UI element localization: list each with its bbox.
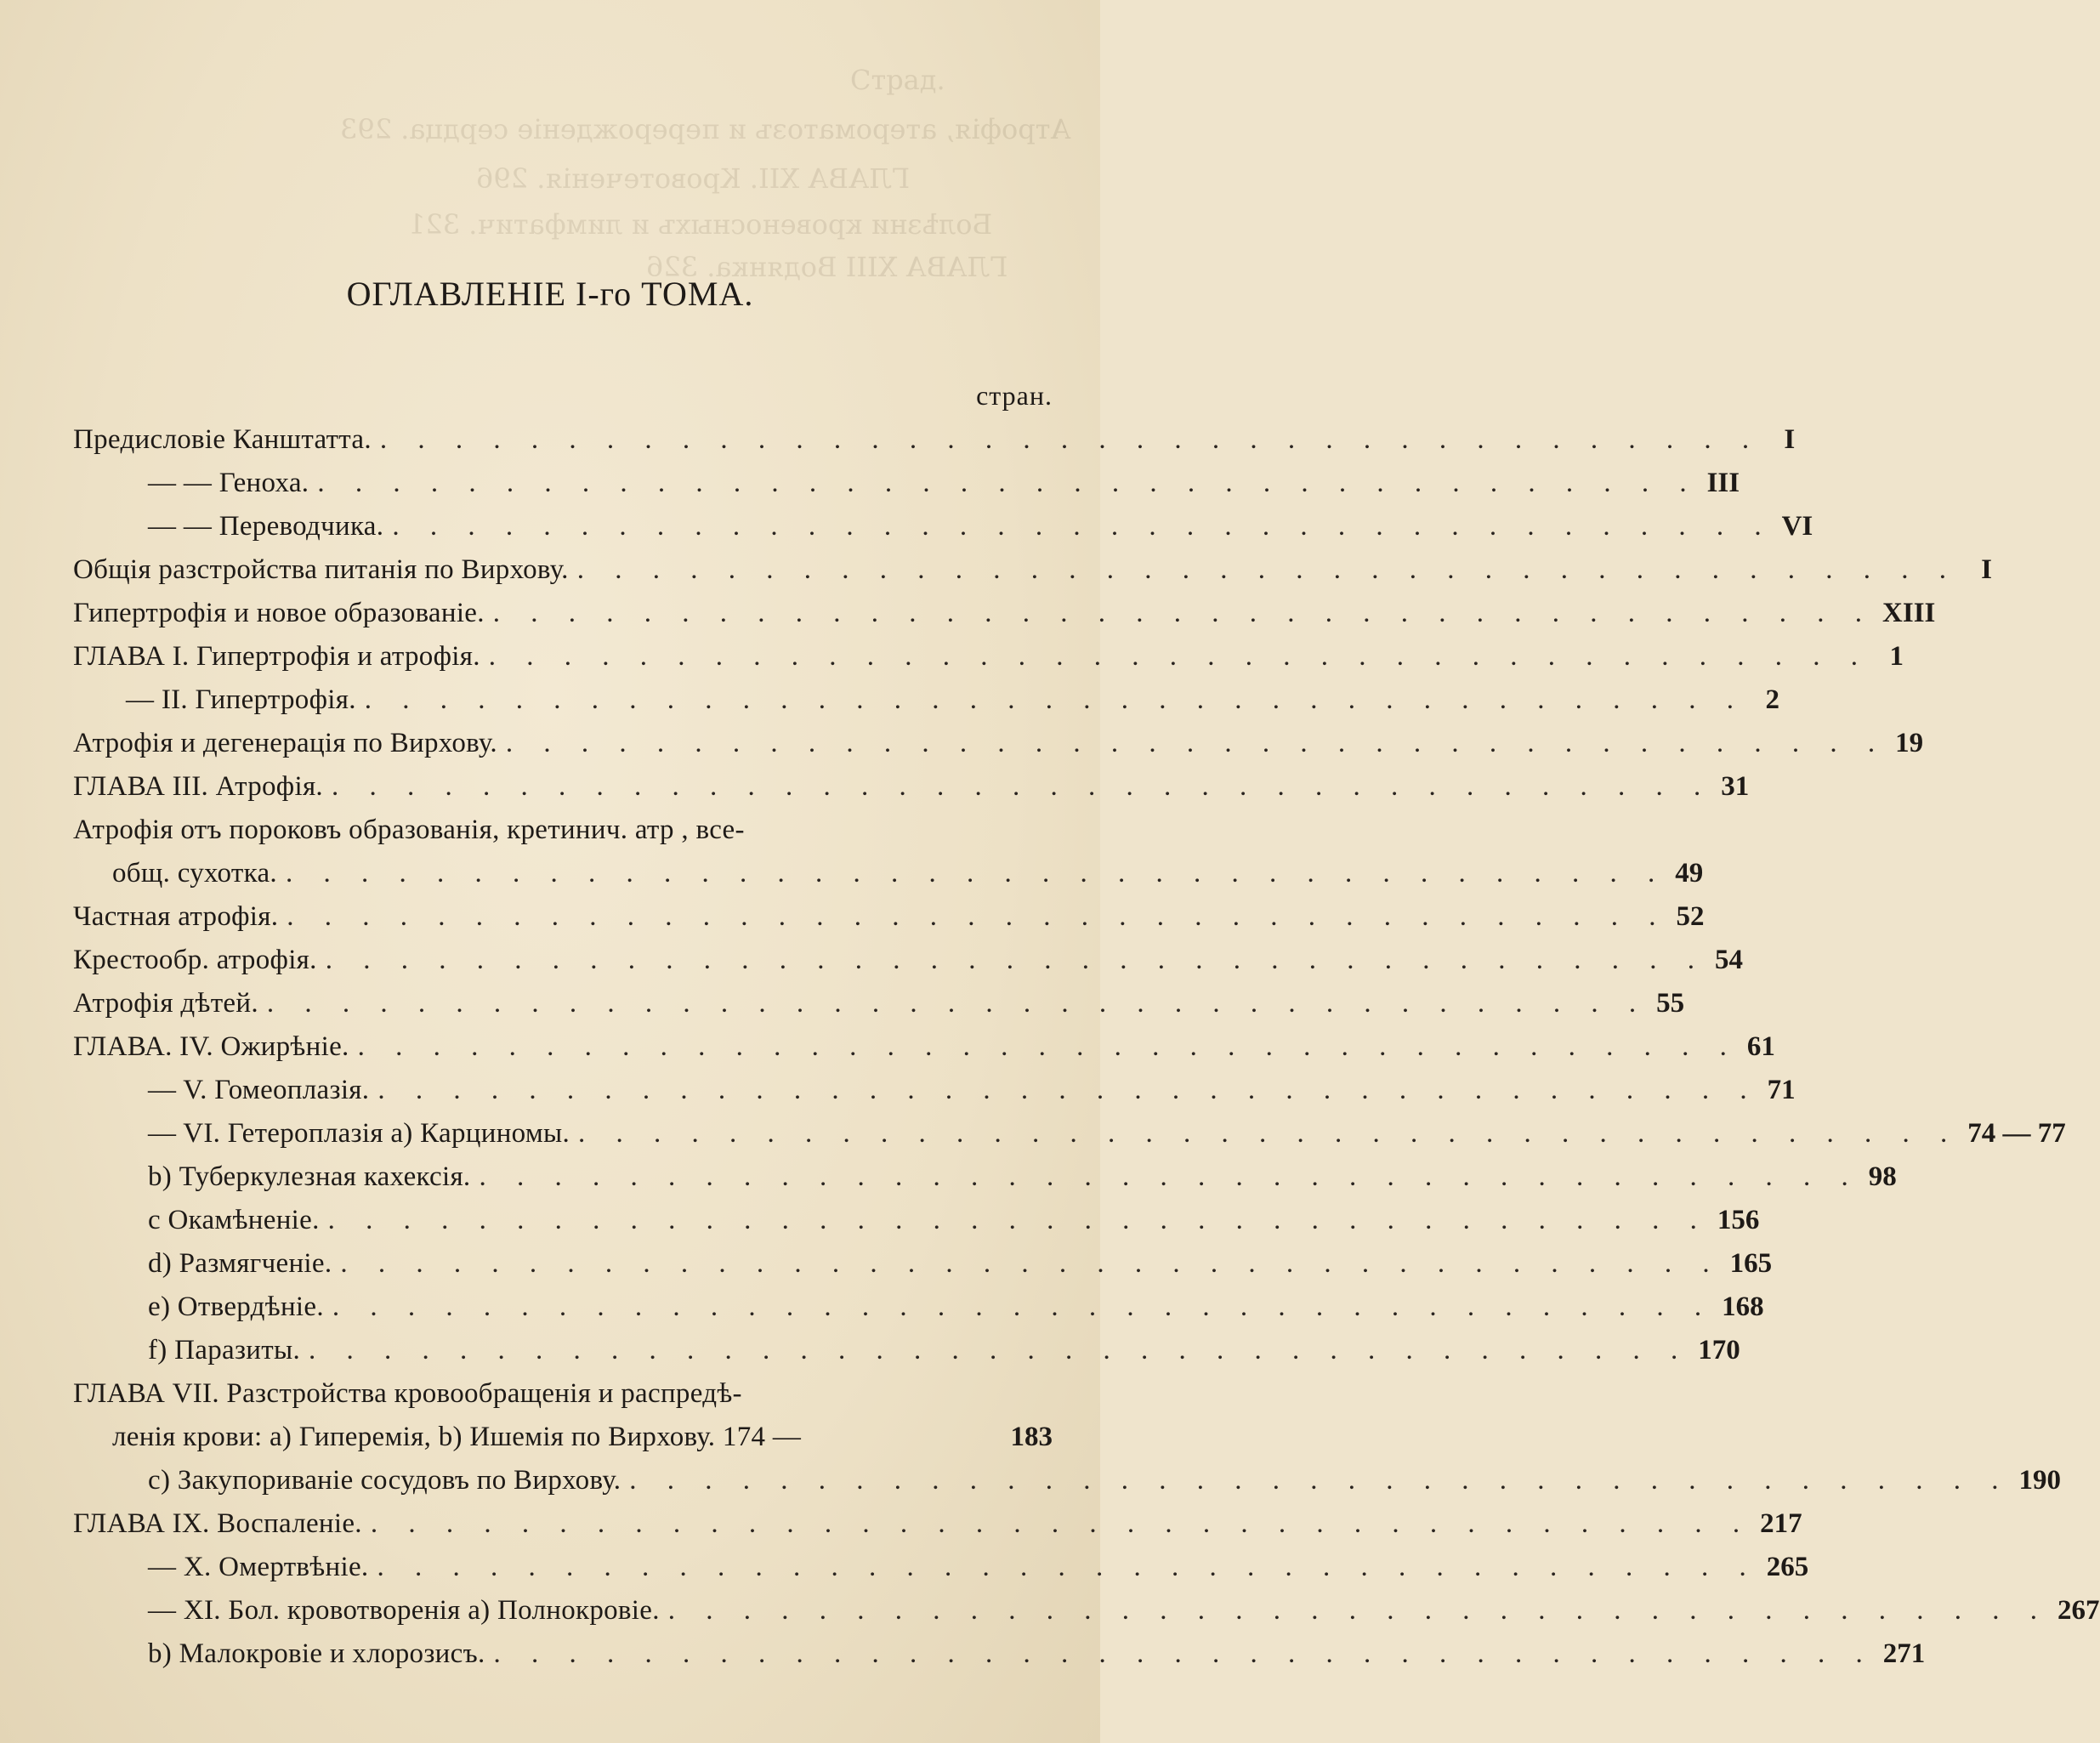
toc-entry-title: ГЛАВА I. Гипертрофія и атрофія. (73, 641, 480, 672)
dot-leader: . . . . . . . . . . . . . . . . . . . . . . . . . . . . . . . . . . . . . (492, 598, 1875, 628)
toc-entry (73, 418, 1796, 462)
toc-entry-page: 265 (1766, 1552, 1809, 1582)
bleed-through-text (0, 0, 1100, 306)
toc-entry-page: 71 (1767, 1075, 1796, 1105)
toc-entry (73, 592, 1936, 635)
toc-entry-title: d) Размягченіе. (148, 1248, 332, 1279)
toc-entry-page: 54 (1714, 945, 1743, 975)
toc-entry-page: 190 (2018, 1465, 2062, 1496)
table-of-contents (73, 418, 2100, 1676)
toc-entry-title: Атрофія дѣтей. (73, 988, 258, 1019)
toc-entry-page: 168 (1722, 1292, 1764, 1322)
toc-entry (73, 1199, 1760, 1242)
toc-entry-title: с Окамѣненіе. (148, 1205, 320, 1235)
toc-entry (73, 505, 1813, 548)
page-title: ОГЛАВЛЕНІЕ І-го ТОМА. (346, 275, 754, 313)
toc-entry (73, 852, 1704, 895)
ghost-line: Болѣзни кровеносныхъ и лимфатич. 321 (408, 208, 993, 241)
dot-leader: . . . . . . . . . . . . . . . . . . . . . . . . . . . . . . . . . . . . . (325, 945, 1706, 975)
toc-entry-page: VI (1781, 511, 1813, 542)
toc-entry-page: III (1706, 468, 1740, 498)
toc-entry-title: ГЛАВА III. Атрофія. (73, 771, 323, 802)
dot-leader: . . . . . . . . . . . . . . . . . . . . . . . . . . . . . . . . . . . . . (629, 1465, 2011, 1496)
dot-leader: . . . . . . . . . . . . . . . . . . . . . . . . . . . . . . . . . . . . . (578, 1118, 1960, 1149)
toc-entry-title: общ. сухотка. (112, 858, 277, 889)
toc-entry-title: — — Геноха. (148, 468, 309, 498)
toc-entry (73, 1632, 1926, 1676)
toc-entry (73, 982, 1685, 1025)
toc-entry-page: 156 (1717, 1205, 1760, 1235)
toc-entry-title: b) Туберкулезная кахексія. (148, 1161, 471, 1192)
dot-leader: . . . . . . . . . . . . . . . . . . . . . . . . . . . . . . . . . . . . . (377, 1552, 1758, 1582)
toc-entry-title: Атрофія и дегенерація по Вирхову. (73, 728, 497, 758)
toc-entry-page: 183 (1010, 1422, 1053, 1452)
dot-leader: . . . . . . . . . . . . . . . . . . . . . . . . . . . . . . . . . . . . . (364, 684, 1746, 715)
toc-entry (73, 1155, 1897, 1199)
toc-entry (73, 1589, 2100, 1632)
toc-entry-page: 74 — 77 (1967, 1118, 2066, 1149)
toc-entry-page: 2 (1765, 684, 1780, 715)
toc-entry-title: — X. Омертвѣніе. (148, 1552, 369, 1582)
dot-leader: . . . . . . . . . . . . . . . . . . . . . . . . . . . . . . . . . . . . . (379, 424, 1762, 455)
toc-entry (73, 722, 1924, 765)
dot-leader: . . . . . . . . . . . . . . . . . . . . . . . . . . . . . . . . . . . . . (331, 771, 1713, 802)
toc-entry (73, 1329, 1740, 1372)
toc-entry (73, 1546, 1809, 1589)
toc-entry-title: Атрофія отъ пороковъ образованія, кретинич. атр , все- (73, 815, 745, 845)
toc-entry (73, 1459, 2062, 1502)
dot-leader: . . . . . . . . . . . . . . . . . . . . . . . . . . . . . . . . . . . . . (488, 641, 1870, 672)
toc-entry-title: e) Отвердѣніе. (148, 1292, 324, 1322)
ghost-line: ГЛАВА XIII Водянка. 326 (646, 251, 1008, 283)
toc-entry (73, 548, 1992, 592)
toc-entry-page: 55 (1656, 988, 1685, 1019)
toc-entry-title: — VI. Гетероплазія a) Карциномы. (148, 1118, 570, 1149)
toc-entry (73, 765, 1750, 809)
toc-entry-title: — — Переводчика. (148, 511, 384, 542)
dot-leader: . . . . . . . . . . . . . . . . . . . . . . . . . . . . . . . . . . . . . (332, 1292, 1714, 1322)
toc-entry-title: — XI. Бол. кровотворенія a) Полнокровіе. (148, 1595, 660, 1626)
toc-entry-title: ГЛАВА VII. Разстройства кровообращенія и распредѣ- (73, 1378, 742, 1409)
toc-entry (73, 1286, 1764, 1329)
toc-entry-page: 217 (1760, 1508, 1802, 1539)
toc-entry-page: 1 (1889, 641, 1904, 672)
toc-entry (73, 939, 1743, 982)
toc-entry-page: 165 (1729, 1248, 1773, 1279)
toc-entry (73, 1242, 1773, 1286)
toc-entry (73, 1069, 1796, 1112)
dot-leader: . . . . . . . . . . . . . . . . . . . . . . . . . . . . . . . . . . . . . (266, 988, 1649, 1019)
toc-entry-title: f) Паразиты. (148, 1335, 300, 1365)
toc-entry (73, 462, 1740, 505)
dot-leader: . . . . . . . . . . . . . . . . . . . . . . . . . . . . . . . . . . . . . (493, 1638, 1875, 1669)
toc-entry-page: 52 (1676, 901, 1705, 932)
dot-leader: . . . . . . . . . . . . . . . . . . . . . . . . . . . . . . . . . . . . . (479, 1161, 1860, 1192)
toc-entry-title: c) Закупориваніе сосудовъ по Вирхову. (148, 1465, 621, 1496)
toc-entry-page: 31 (1721, 771, 1750, 802)
toc-entry-title: ленія крови: a) Гиперемія, b) Ишемія по Вирхову. 174 — (112, 1422, 802, 1452)
toc-entry-title: ГЛАВА. IV. Ожирѣніе. (73, 1031, 349, 1062)
toc-entry-title: b) Малокровіе и хлорозисъ. (148, 1638, 485, 1669)
toc-entry-title: Гипертрофія и новое образованіе. (73, 598, 485, 628)
toc-entry (73, 1502, 1802, 1546)
toc-entry (73, 1112, 2066, 1155)
toc-entry-page: 267 (2057, 1595, 2100, 1626)
dot-leader: . . . . . . . . . . . . . . . . . . . . . . . . . . . . . . . . . . . . . (287, 901, 1668, 932)
page-column-heading: стран. (976, 380, 1053, 411)
toc-entry (73, 895, 1705, 939)
toc-entry-page: 49 (1675, 858, 1704, 889)
ghost-line: ГЛАВА XII. Кровотеченія. 296 (476, 162, 911, 195)
toc-entry-title: — II. Гипертрофія. (126, 684, 356, 715)
dot-leader: . . . . . . . . . . . . . . . . . . . . . . . . . . . . . . . . . . . . . (370, 1508, 1752, 1539)
toc-entry-title: Общія разстройства питанія по Вирхову. (73, 554, 569, 585)
dot-leader: . . . . . . . . . . . . . . . . . . . . . . . . . . . . . . . . . . . . . (377, 1075, 1759, 1105)
toc-entry-page: 170 (1698, 1335, 1740, 1365)
toc-entry-title: Предисловіе Канштатта. (73, 424, 372, 455)
toc-entry-page: 271 (1882, 1638, 1926, 1669)
toc-entry-page: XIII (1882, 598, 1936, 628)
toc-entry (73, 1416, 1053, 1459)
toc-entry (73, 678, 1780, 722)
toc-entry-page: 19 (1895, 728, 1924, 758)
ghost-line: Страд. (850, 64, 945, 96)
toc-entry-title: ГЛАВА IX. Воспаленіе. (73, 1508, 362, 1539)
dot-leader: . . . . . . . . . . . . . . . . . . . . . . . . . . . . . . . . . . . . . (317, 468, 1699, 498)
dot-leader: . . . . . . . . . . . . . . . . . . . . . . . . . . . . . . . . . . . . . (667, 1595, 2050, 1626)
toc-entry (73, 809, 1053, 852)
toc-entry (73, 1025, 1775, 1069)
toc-entry (73, 635, 1904, 678)
toc-entry-title: Частная атрофія. (73, 901, 279, 932)
dot-leader: . . . . . . . . . . . . . . . . . . . . . . . . . . . . . . . . . . . . . (340, 1248, 1722, 1279)
dot-leader: . . . . . . . . . . . . . . . . . . . . . . . . . . . . . . . . . . . . . (576, 554, 1958, 585)
toc-entry-page: I (1981, 554, 1992, 585)
toc-entry-title: Крестообр. атрофія. (73, 945, 317, 975)
toc-entry-page: 98 (1868, 1161, 1897, 1192)
toc-entry-page: 61 (1746, 1031, 1775, 1062)
dot-leader: . . . . . . . . . . . . . . . . . . . . . . . . . . . . . . . . . . . . . (357, 1031, 1739, 1062)
toc-entry-page: I (1784, 424, 1796, 455)
toc-entry (73, 1372, 1053, 1416)
dot-leader: . . . . . . . . . . . . . . . . . . . . . . . . . . . . . . . . . . . . . (392, 511, 1774, 542)
dot-leader: . . . . . . . . . . . . . . . . . . . . . . . . . . . . . . . . . . . . . (505, 728, 1887, 758)
ghost-line: Атрофія, атероматозъ и перерожденіе сердца. 293 (340, 113, 1071, 145)
dot-leader: . . . . . . . . . . . . . . . . . . . . . . . . . . . . . . . . . . . . . (327, 1205, 1709, 1235)
dot-leader: . . . . . . . . . . . . . . . . . . . . . . . . . . . . . . . . . . . . . (309, 1335, 1690, 1365)
toc-entry-title: — V. Гомеоплазія. (148, 1075, 370, 1105)
dot-leader: . . . . . . . . . . . . . . . . . . . . . . . . . . . . . . . . . . . . . (285, 858, 1667, 889)
